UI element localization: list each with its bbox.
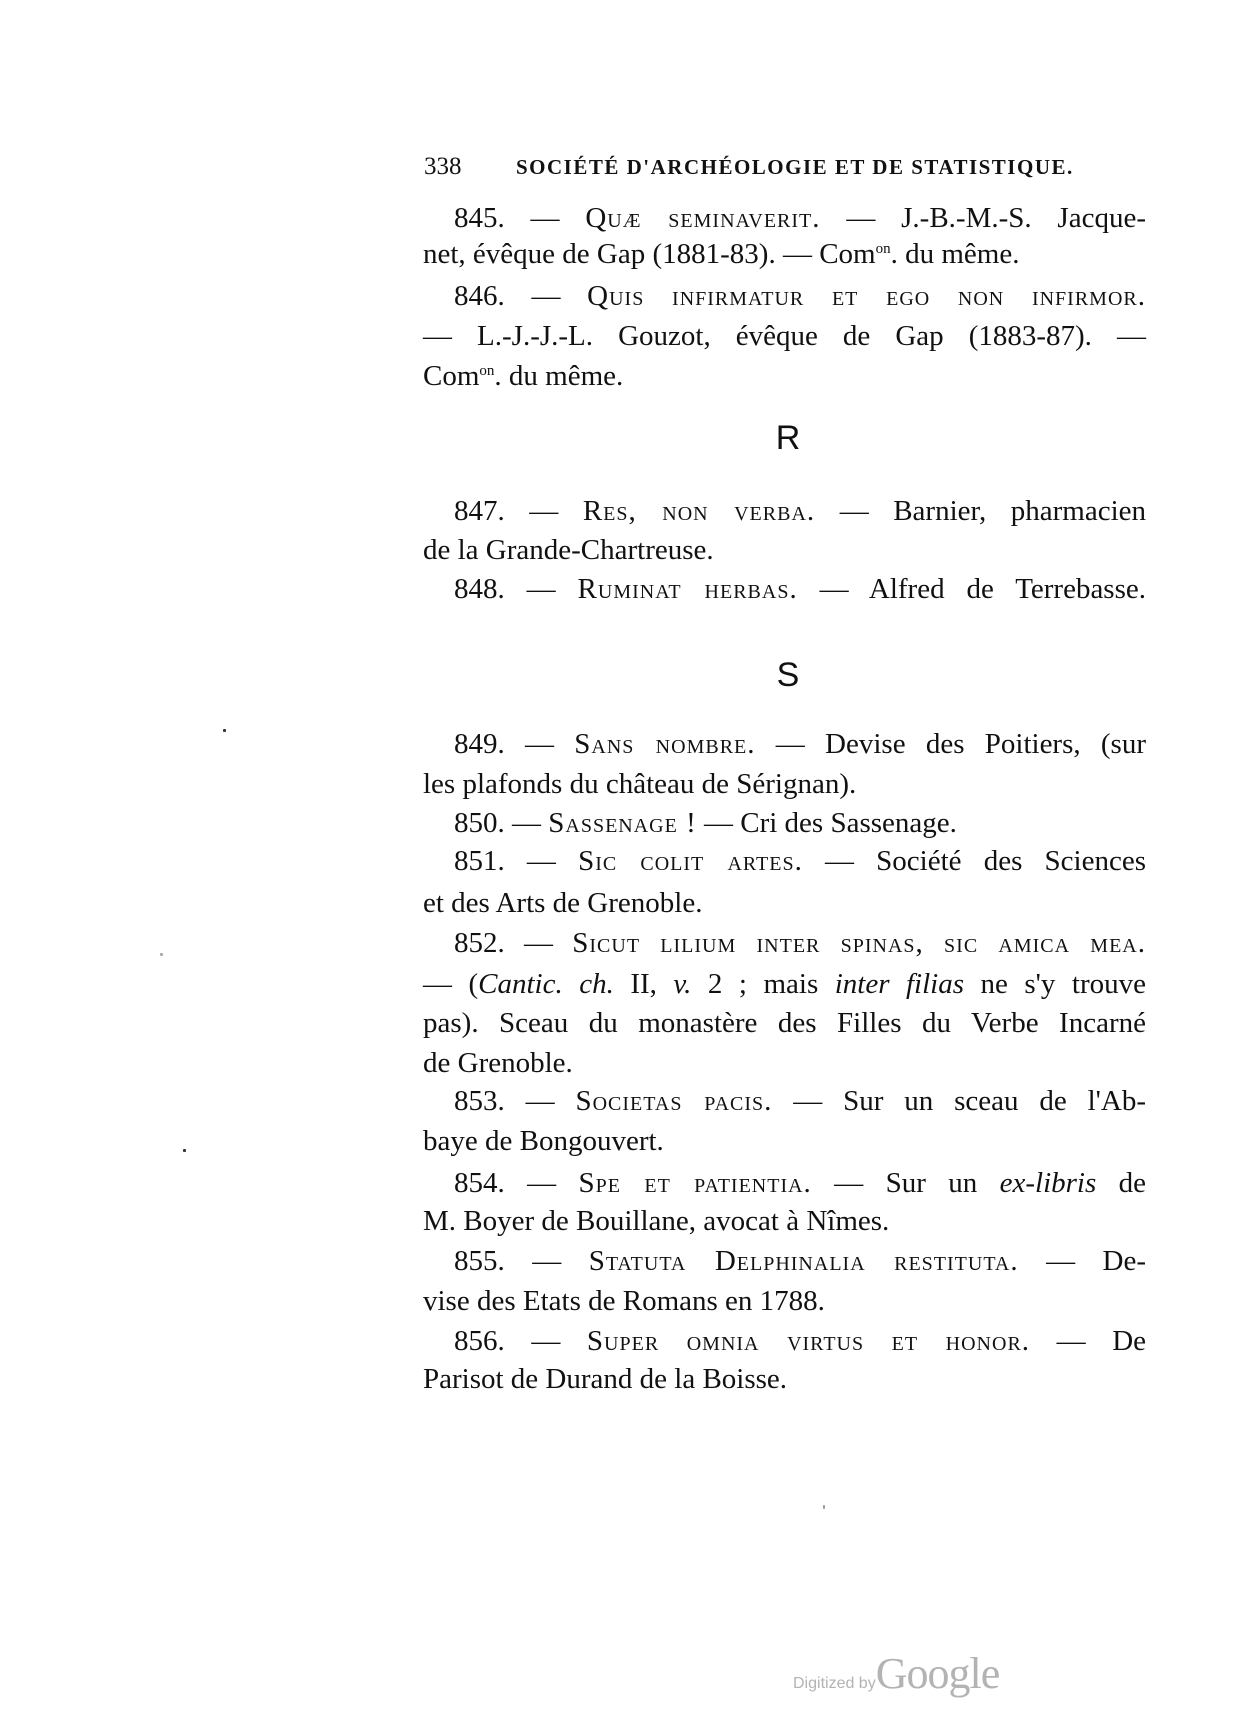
entry-number: 853. —	[454, 1085, 555, 1117]
entry-850-line-1	[454, 805, 1146, 841]
entry-text: — Barnier, pharmacien	[839, 495, 1147, 527]
running-title: SOCIÉTÉ D'ARCHÉOLOGIE ET DE STATISTIQUE.	[516, 155, 1074, 179]
entry-text: II,	[613, 968, 674, 1000]
entry-text: baye de Bongouvert.	[423, 1125, 664, 1157]
entry-855-line-2	[423, 1283, 1146, 1319]
entry-text: — De-	[1046, 1245, 1147, 1277]
scan-speck	[823, 1505, 825, 1509]
entry-851-line-1	[454, 843, 1146, 879]
entry-text: — Cri des Sassenage.	[704, 807, 957, 839]
page-number: 338	[424, 153, 462, 180]
entry-848-line-1	[454, 571, 1146, 607]
scan-speck	[160, 953, 163, 956]
entry-text: M. Boyer de Bouillane, avocat à Nîmes.	[423, 1205, 890, 1237]
entry-motto: Societas pacis.	[575, 1085, 773, 1117]
entry-text: de la Grande-Chartreuse.	[423, 534, 714, 566]
entry-text: 2 ; mais	[691, 968, 835, 1000]
entry-text: — (	[423, 968, 479, 1000]
entry-motto: Sans nombre.	[574, 728, 756, 760]
entry-847-line-2	[423, 532, 1146, 568]
entry-motto: Super omnia virtus et honor.	[586, 1325, 1031, 1357]
scan-speck	[223, 729, 226, 732]
section-letter-s: S	[776, 656, 800, 694]
entry-855-line-1	[454, 1243, 1146, 1279]
entry-849-line-2	[423, 766, 1146, 802]
entry-856-line-2	[423, 1361, 1146, 1397]
entry-motto: Sic colit artes.	[578, 845, 803, 877]
entry-847-line-1	[454, 493, 1146, 529]
entry-846-line-3	[423, 358, 1146, 394]
entry-motto: Sassenage !	[548, 807, 697, 839]
digitized-by-label: Digitized by	[793, 1675, 876, 1692]
superscript: on	[875, 241, 891, 257]
digitized-by-google-watermark	[793, 1648, 999, 1699]
running-header	[424, 150, 1074, 184]
entry-text: — Société des Sciences	[825, 845, 1146, 877]
entry-motto: Ruminat herbas.	[577, 573, 798, 605]
entry-856-line-1	[454, 1323, 1146, 1359]
entry-text: — Alfred de Terrebasse.	[819, 573, 1147, 605]
entry-text: — J.-B.-M.-S. Jacque-	[846, 202, 1146, 234]
entry-text: de	[1096, 1167, 1147, 1199]
entry-italic: ex-libris	[999, 1167, 1097, 1199]
entry-motto: Quæ seminaverit.	[585, 202, 821, 234]
entry-852-line-4	[423, 1045, 1146, 1081]
entry-845-line-2	[423, 236, 1146, 272]
entry-number: 847. —	[454, 495, 559, 527]
entry-number: 846. —	[454, 280, 561, 312]
entry-number: 849. —	[454, 728, 555, 760]
entry-number: 845. —	[454, 202, 560, 234]
entry-text: vise des Etats de Romans en 1788.	[423, 1285, 825, 1317]
entry-853-line-2	[423, 1123, 1146, 1159]
entry-number: 851. —	[454, 845, 556, 877]
entry-text: les plafonds du château de Sérignan).	[423, 768, 857, 800]
entry-845-line-1	[454, 200, 1146, 236]
section-letter-r: R	[775, 419, 801, 457]
google-logo: Google	[875, 1649, 1000, 1698]
entry-italic: Cantic. ch.	[478, 968, 614, 1000]
entry-852-line-3	[423, 1005, 1146, 1041]
entry-italic: v.	[673, 968, 692, 1000]
entry-text: — De	[1056, 1325, 1147, 1357]
entry-number: 854. —	[454, 1167, 557, 1199]
entry-849-line-1	[454, 726, 1146, 762]
entry-text: — Sur un sceau de l'Ab-	[793, 1085, 1146, 1117]
entry-number: 850. —	[454, 807, 541, 839]
entry-italic: inter filias	[834, 968, 965, 1000]
entry-text: ne s'y trouve	[964, 968, 1146, 1000]
entry-text: — Sur un	[834, 1167, 1000, 1199]
entry-854-line-2	[423, 1203, 1146, 1239]
entry-846-line-2	[423, 318, 1146, 354]
entry-number: 852. —	[454, 927, 553, 959]
entry-text: de Grenoble.	[423, 1047, 573, 1079]
entry-854-line-1	[454, 1165, 1146, 1201]
entry-text: Parisot de Durand de la Boisse.	[423, 1363, 788, 1395]
entry-852-line-1	[454, 925, 1146, 961]
entry-text: . du même.	[890, 238, 1020, 270]
entry-846-line-1	[454, 278, 1146, 314]
entry-text: pas). Sceau du monastère des Filles du Verbe Incarné	[423, 1007, 1146, 1039]
superscript: on	[479, 363, 495, 379]
entry-motto: Statuta Delphinalia restituta.	[588, 1245, 1019, 1277]
entry-motto: Quis infirmatur et ego non infirmor.	[587, 280, 1146, 312]
entry-text: — Devise des Poitiers, (sur	[775, 728, 1146, 760]
entry-motto: Spe et patientia.	[578, 1167, 812, 1199]
entry-851-line-2	[423, 885, 1146, 921]
entry-number: 855. —	[454, 1245, 562, 1277]
entry-text: et des Arts de Grenoble.	[423, 887, 703, 919]
entry-852-line-2	[423, 966, 1146, 1002]
entry-motto: Sicut lilium inter spinas, sic amica mea.	[572, 927, 1147, 959]
entry-text: — L.-J.-J.-L. Gouzot, évêque de Gap (1883-87). —	[423, 320, 1146, 352]
entry-number: 856. —	[454, 1325, 561, 1357]
scan-speck	[183, 1149, 186, 1152]
entry-motto: Res, non verba.	[582, 495, 816, 527]
entry-text: . du même.	[494, 360, 624, 392]
entry-text: net, évêque de Gap (1881-83). — Com	[423, 238, 876, 270]
entry-text: Com	[423, 360, 480, 392]
entry-853-line-1	[454, 1083, 1146, 1119]
entry-number: 848. —	[454, 573, 556, 605]
